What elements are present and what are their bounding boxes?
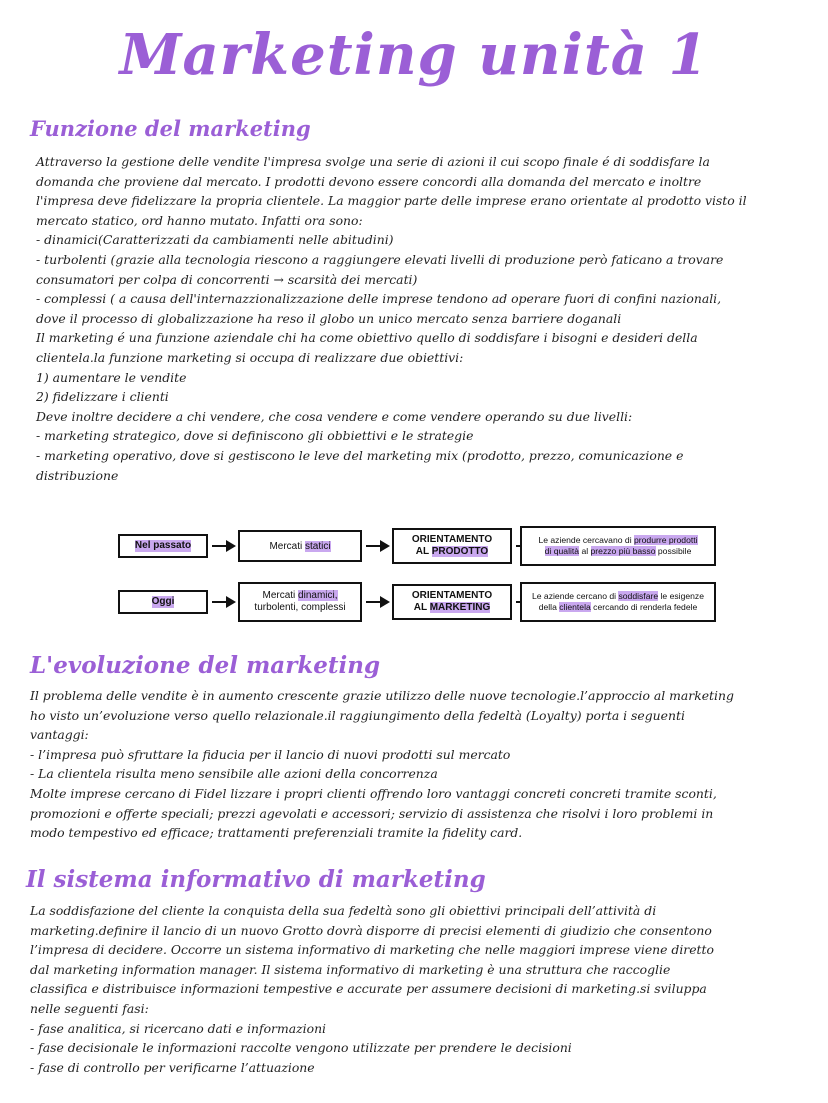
- text-line: clientela.la funzione marketing si occupa di realizzare due obiettivi:: [36, 349, 464, 365]
- section-heading-sistema: Il sistema informativo di marketing: [26, 866, 486, 893]
- text-line: - complessi ( a causa dell'internazzionalizzazione delle imprese tendono ad operare fuori di confini nazionali,: [36, 291, 722, 307]
- row1-label-box: [118, 534, 208, 558]
- row2-orientation-box: [392, 584, 512, 620]
- text-line: classifica e distribuisce informazioni tempestive e accurate per assumere decisioni di marketing.si sviluppa: [30, 981, 707, 997]
- row1-market-text: Mercati: [269, 540, 305, 552]
- text-line: - marketing strategico, dove si definiscono gli obbiettivi e le strategie: [36, 428, 474, 444]
- text-line: modo tempestivo ed efficace; trattamenti preferenziali tramite la fidelity card.: [30, 825, 523, 841]
- text-line: l’impresa di decidere. Occorre un sistema informativo di marketing che nelle maggiori imprese viene diretto: [30, 942, 714, 958]
- row1-desc-e: prezzo più basso: [590, 546, 656, 556]
- text-line: l'impresa deve fidelizzare la propria clientele. La maggior parte delle imprese erano orientate al prodotto visto il: [36, 193, 747, 209]
- section-body-evoluzione: [30, 686, 790, 843]
- text-line: dal marketing information manager. Il sistema informativo di marketing è una struttura che raccoglie: [30, 961, 671, 977]
- row1-label: Nel passato: [134, 540, 192, 551]
- text-line: - dinamici(Caratterizzati da cambiamenti nelle abitudini): [36, 232, 394, 248]
- text-line: vantaggi:: [30, 727, 89, 743]
- row1-orientation-line1: ORIENTAMENTO: [411, 534, 493, 545]
- row2-label: Oggi: [151, 596, 175, 607]
- text-line: 1) aumentare le vendite: [36, 369, 187, 385]
- text-line: - turbolenti (grazie alla tecnologia riescono a raggiungere elevati livelli di produzione però faticano a trovare: [36, 251, 724, 267]
- row2-description-box: [520, 582, 716, 622]
- row1-description-box: [520, 526, 716, 566]
- row2-desc-a: Le aziende cercano di: [531, 591, 619, 601]
- text-line: Attraverso la gestione delle vendite l'impresa svolge una serie di azioni il cui scopo finale é di soddisfare la: [36, 154, 710, 169]
- text-line: - fase analitica, si ricercano dati e informazioni: [30, 1020, 327, 1036]
- row1-desc-c: di qualità: [544, 546, 580, 556]
- row1-desc-d: al: [579, 546, 591, 556]
- row2-desc-b: soddisfare: [618, 591, 659, 601]
- text-line: marketing.definire il lancio di un nuovo Grotto dovrà disporre di precisi elementi di giudizio che consentono: [30, 922, 712, 938]
- text-line: Molte imprese cercano di Fidel lizzare i propri clienti offrendo loro vantaggi concreti concreti tramite sconti,: [30, 785, 717, 801]
- text-line: - fase di controllo per verificarne l’attuazione: [30, 1059, 315, 1075]
- row2-market-highlight: dinamici,: [298, 590, 338, 601]
- row2-desc-d: della: [538, 602, 560, 612]
- row1-orientation-highlight: PRODOTTO: [431, 546, 489, 557]
- text-line: Il problema delle vendite è in aumento crescente grazie utilizzo delle nuove tecnologie.l’approccio al marketing: [30, 688, 734, 703]
- arrow-icon: [212, 545, 234, 547]
- row1-orientation-prefix: AL: [415, 546, 432, 557]
- text-line: domanda che proviene dal mercato. I prodotti devono essere concordi alla domanda del mercato e inoltre: [36, 173, 702, 189]
- row1-orientation-box: [392, 528, 512, 564]
- section-heading-evoluzione: L'evoluzione del marketing: [30, 652, 381, 679]
- text-line: mercato statico, ord hanno mutato. Infatti ora sono:: [36, 212, 363, 228]
- text-line: - l’impresa può sfruttare la fiducia per il lancio di nuovi prodotti sul mercato: [30, 746, 511, 762]
- text-line: distribuzione: [36, 467, 119, 483]
- arrow-icon: [366, 601, 388, 603]
- text-line: promozioni e offerte speciali; prezzi agevolati e accessori; servizio di assistenza che risolvi i loro problemi in: [30, 805, 714, 821]
- row1-market-box: [238, 530, 362, 562]
- text-line: Deve inoltre decidere a chi vendere, che cosa vendere e come vendere operando su due livelli:: [36, 408, 633, 424]
- row1-desc-f: possibile: [655, 546, 692, 556]
- text-line: - marketing operativo, dove si gestiscono le leve del marketing mix (prodotto, prezzo, comunicazione e: [36, 447, 684, 463]
- row2-desc-e: clientela: [559, 602, 591, 612]
- text-line: nelle seguenti fasi:: [30, 1000, 149, 1016]
- row2-market-line2: turbolenti, complessi: [254, 602, 346, 613]
- row2-label-box: [118, 590, 208, 614]
- row2-market-box: [238, 582, 362, 622]
- text-line: consumatori per colpa di concorrenti → scarsità dei mercati): [36, 271, 418, 287]
- row2-orientation-highlight: MARKETING: [429, 602, 491, 613]
- text-line: Il marketing é una funzione aziendale chi ha come obiettivo quello di soddisfare i bisogni e desideri della: [36, 330, 698, 346]
- text-line: dove il processo di globalizzazione ha reso il globo un unico mercato senza barriere doganali: [36, 310, 622, 326]
- row2-orientation-prefix: AL: [413, 602, 430, 613]
- text-line: - La clientela risulta meno sensibile alle azioni della concorrenza: [30, 766, 438, 782]
- text-line: La soddisfazione del cliente la conquista della sua fedeltà sono gli obiettivi principali dell’attività di: [30, 903, 657, 918]
- row2-desc-f: cercando di renderla fedele: [590, 602, 698, 612]
- row2-orientation-line1: ORIENTAMENTO: [411, 590, 493, 601]
- row1-desc-b: produrre prodotti: [634, 535, 698, 545]
- section-body-funzione: [36, 152, 796, 485]
- section-heading-funzione: Funzione del marketing: [30, 116, 311, 141]
- text-line: ho visto un’evoluzione verso quello relazionale.il raggiungimento della fedeltà (Loyalty) porta i seguenti: [30, 707, 685, 723]
- arrow-icon: [212, 601, 234, 603]
- page-title: Marketing unità 1: [119, 22, 709, 88]
- arrow-icon: [366, 545, 388, 547]
- row2-market-text: Mercati: [262, 590, 299, 601]
- row1-market-highlight: statici: [305, 540, 331, 552]
- row2-desc-c: le esigenze: [658, 591, 704, 601]
- text-line: - fase decisionale le informazioni raccolte vengono utilizzate per prendere le decisioni: [30, 1040, 572, 1056]
- row1-desc-a: Le aziende cercavano di: [538, 535, 634, 545]
- orientation-diagram: [118, 520, 718, 624]
- text-line: 2) fidelizzare i clienti: [36, 389, 169, 405]
- section-body-sistema: [30, 901, 790, 1077]
